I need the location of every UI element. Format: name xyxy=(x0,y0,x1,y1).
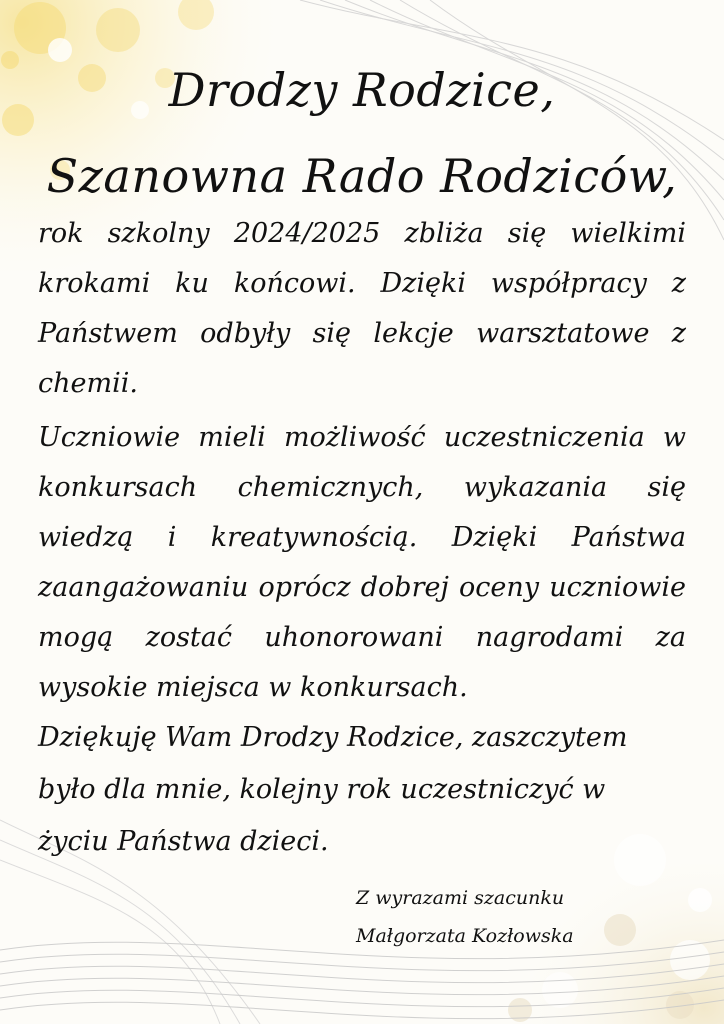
body-line: chemii. xyxy=(38,368,138,399)
body-line: Uczniowie mieli możliwość uczestniczenia w xyxy=(38,422,686,453)
body-line: Dziękuję Wam Drodzy Rodzice, zaszczytem xyxy=(38,722,628,753)
body-line: rok szkolny 2024/2025 zbliża się wielkimi xyxy=(38,218,686,249)
body-line: życiu Państwa dzieci. xyxy=(38,826,329,857)
body-line: mogą zostać uhonorowani nagrodami za xyxy=(38,622,686,653)
body-line: zaangażowaniu oprócz dobrej oceny uczniowie xyxy=(38,572,686,603)
body-line: wiedzą i kreatywnością. Dzięki Państwa xyxy=(38,522,686,553)
title-line-2: Szanowna Rado Rodziców, xyxy=(46,149,678,203)
body-line: krokami ku końcowi. Dzięki współpracy z xyxy=(38,268,686,299)
body-line: wysokie miejsca w konkursach. xyxy=(38,672,468,703)
signature-name: Małgorzata Kozłowska xyxy=(356,925,574,947)
signature-closing: Z wyrazami szacunku xyxy=(356,887,565,909)
body-line: było dla mnie, kolejny rok uczestniczyć w xyxy=(38,774,606,805)
body-line: Państwem odbyły się lekcje warsztatowe z xyxy=(38,318,686,349)
title-line-1: Drodzy Rodzice, xyxy=(168,63,556,117)
body-line: konkursach chemicznych, wykazania się xyxy=(38,472,686,503)
